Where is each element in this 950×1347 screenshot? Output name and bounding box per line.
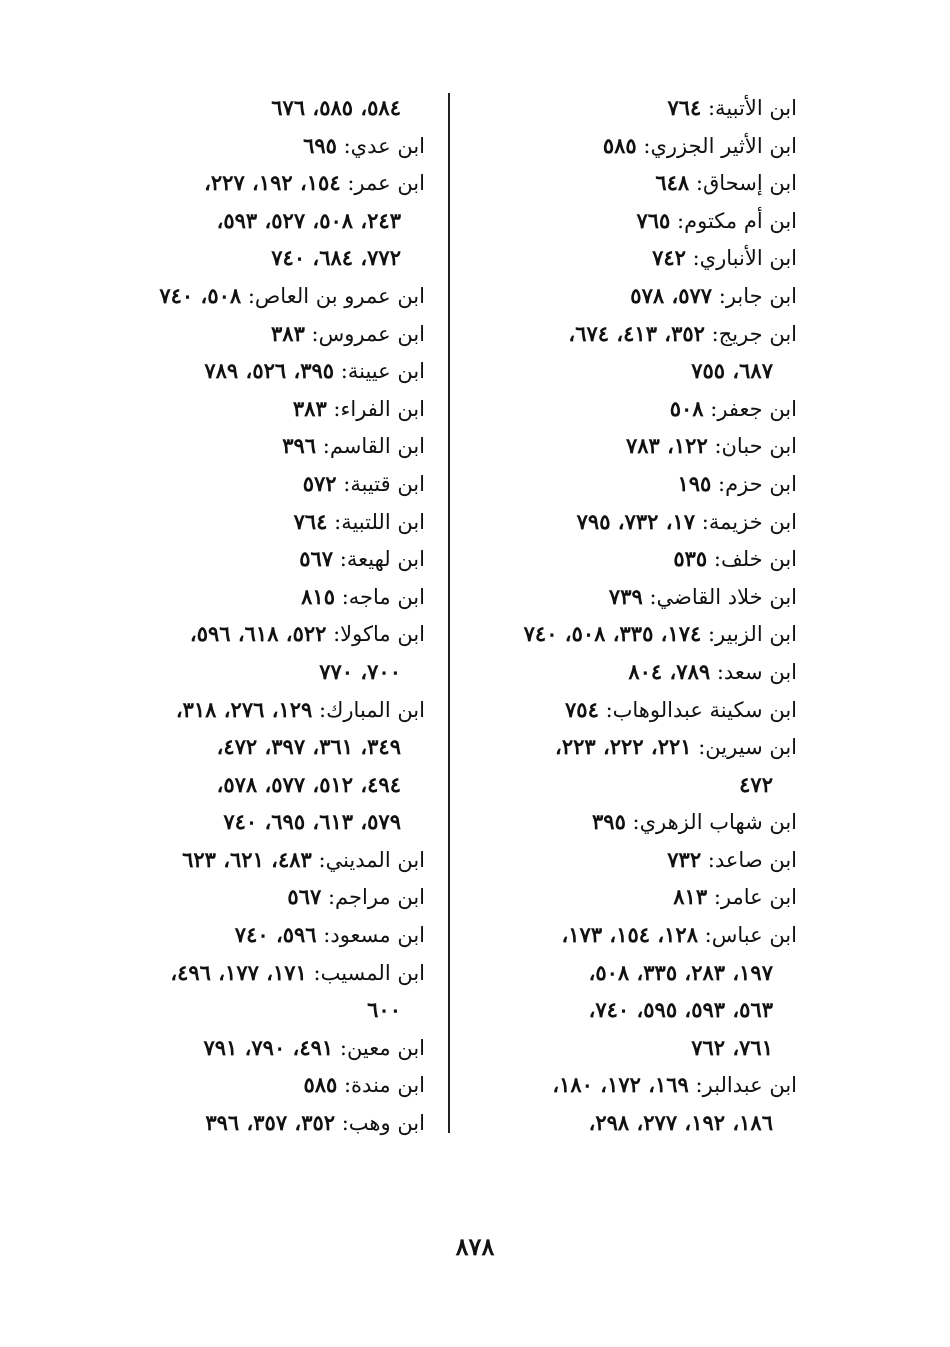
entry-pages: ٣٩٦ — [282, 433, 317, 459]
index-entry-continuation — [477, 766, 797, 804]
entry-pages: ٥٨٥ — [602, 132, 637, 158]
entry-pages: ١٧٤، ٣٣٥، ٥٠٨، ٧٤٠ — [523, 621, 702, 647]
entry-name: ابن سعد: — [716, 659, 797, 684]
entry-pages: ٥٠٨، ٧٤٠ — [159, 282, 242, 308]
entry-pages: ١٨٦، ١٩٢، ٢٧٧، ٢٩٨، — [588, 1110, 773, 1136]
index-entry — [105, 503, 425, 541]
entry-pages: ٧٦١، ٧٦٢ — [691, 1034, 773, 1060]
entry-name: ابن عيينة: — [340, 359, 425, 384]
index-entry-continuation — [105, 728, 425, 766]
index-entry — [105, 315, 425, 353]
entry-name: ابن الأنباري: — [692, 246, 797, 271]
index-entry — [105, 878, 425, 916]
entry-name: ابن جعفر: — [710, 396, 797, 421]
index-entry-continuation — [105, 89, 425, 127]
entry-pages: ١٢٨، ١٥٤، ١٧٣، — [561, 922, 698, 948]
entry-pages: ٢٢١، ٢٢٢، ٢٢٣، — [555, 734, 692, 760]
entry-name: ابن المديني: — [318, 847, 425, 872]
index-entry — [477, 465, 797, 503]
index-entry-continuation — [105, 239, 425, 277]
entry-pages: ٧٨٩، ٨٠٤ — [628, 658, 711, 684]
entry-pages: ٧٧٢، ٦٨٤، ٧٤٠ — [271, 245, 401, 271]
index-entry — [477, 691, 797, 729]
index-entry — [105, 615, 425, 653]
entry-name: ابن صاعد: — [707, 847, 797, 872]
entry-name: ابن ماجه: — [341, 584, 425, 609]
entry-pages: ١٢٩، ٢٧٦، ٣١٨، — [175, 696, 313, 722]
entry-name: ابن أم مكتوم: — [677, 208, 797, 233]
entry-name: ابن المبارك: — [319, 697, 425, 722]
entry-pages: ١٩٥ — [677, 470, 712, 496]
index-column-left — [105, 89, 425, 1142]
index-entry-continuation — [477, 352, 797, 390]
index-entry — [477, 390, 797, 428]
index-entry — [105, 127, 425, 165]
entry-name: ابن مسعود: — [323, 923, 425, 948]
index-entry — [477, 1066, 797, 1104]
entry-pages: ٣٩٥ — [592, 809, 626, 835]
entry-pages: ١٧، ٧٣٢، ٧٩٥ — [576, 508, 696, 534]
entry-name: ابن حبان: — [714, 434, 797, 459]
index-entry-continuation — [105, 803, 425, 841]
index-entry — [105, 1066, 425, 1104]
entry-pages: ٥٦٣، ٥٩٣، ٥٩٥، ٧٤٠، — [588, 997, 773, 1023]
index-entry-continuation — [477, 1029, 797, 1067]
index-entry — [105, 427, 425, 465]
entry-name: ابن مراجم: — [327, 885, 425, 910]
entry-name: ابن عمرو بن العاص: — [247, 283, 425, 308]
index-entry — [477, 277, 797, 315]
entry-pages: ١٧١، ١٧٧، ٤٩٦، — [170, 959, 307, 985]
index-entry — [477, 164, 797, 202]
index-entry — [477, 89, 797, 127]
entry-pages: ٣٩٥، ٥٢٦، ٧٨٩ — [204, 358, 335, 384]
index-entry — [477, 841, 797, 879]
entry-name: ابن خلاد القاضي: — [649, 584, 797, 609]
entry-name: ابن حزم: — [718, 471, 797, 496]
index-entry-continuation — [477, 991, 797, 1029]
index-entry — [105, 390, 425, 428]
index-entry — [105, 465, 425, 503]
entry-pages: ٣٥٢، ٤١٣، ٦٧٤، — [568, 320, 705, 346]
index-entry — [105, 164, 425, 202]
entry-name: ابن عبدالبر: — [695, 1073, 797, 1098]
index-entry — [477, 803, 797, 841]
entry-name: ابن عدي: — [343, 133, 425, 158]
entry-pages: ٧٤٢ — [652, 245, 686, 271]
entry-pages: ٥٩٦، ٧٤٠ — [234, 922, 317, 948]
entry-name: ابن وهب: — [341, 1111, 425, 1136]
entry-name: ابن خزيمة: — [701, 509, 797, 534]
entry-pages: ٧٦٥ — [636, 207, 671, 233]
entry-pages: ٢٤٣، ٥٠٨، ٥٢٧، ٥٩٣، — [216, 207, 401, 233]
index-entry-continuation — [477, 1104, 797, 1142]
index-entry — [477, 127, 797, 165]
entry-name: ابن المسيب: — [313, 960, 425, 985]
index-entry — [105, 1104, 425, 1142]
entry-pages: ١٢٢، ٧٨٣ — [625, 433, 708, 459]
entry-pages: ٥٨٤، ٥٨٥، ٦٧٦ — [271, 95, 401, 120]
entry-pages: ٧٠٠، ٧٧٠ — [319, 658, 401, 684]
index-entry — [105, 916, 425, 954]
index-entry-continuation — [105, 653, 425, 691]
entry-name: ابن الزبير: — [707, 622, 797, 647]
entry-pages: ٥٠٨ — [669, 395, 704, 421]
entry-name: ابن سكينة عبدالوهاب: — [605, 697, 797, 722]
entry-name: ابن عمر: — [347, 171, 425, 196]
entry-pages: ٣٤٩، ٣٦١، ٣٩٧، ٤٧٢، — [216, 734, 401, 760]
entry-pages: ٨١٥ — [301, 583, 335, 609]
index-entry — [477, 503, 797, 541]
entry-name: ابن جابر: — [718, 283, 797, 308]
entry-pages: ٥٧٧، ٥٧٨ — [630, 282, 713, 308]
page-number: ٨٧٨ — [455, 1232, 495, 1261]
entry-name: ابن معين: — [339, 1035, 425, 1060]
entry-name: ابن لهيعة: — [339, 547, 425, 572]
entry-name: ابن القاسم: — [322, 434, 425, 459]
entry-pages: ٥٦٧ — [299, 546, 334, 572]
index-entry — [477, 202, 797, 240]
index-entry-continuation — [105, 991, 425, 1029]
index-entry — [105, 1029, 425, 1067]
index-entry — [477, 427, 797, 465]
entry-pages: ٧٦٤ — [293, 508, 328, 534]
index-entry — [105, 841, 425, 879]
entry-pages: ٧٣٢ — [667, 846, 702, 872]
index-entry — [477, 728, 797, 766]
entry-name: ابن قتيبة: — [343, 471, 425, 496]
index-entry — [105, 352, 425, 390]
entry-name: ابن عامر: — [713, 885, 797, 910]
index-entry — [105, 277, 425, 315]
entry-pages: ٥٣٥ — [673, 546, 708, 572]
index-entry — [477, 540, 797, 578]
index-entry — [477, 578, 797, 616]
entry-pages: ٧٥٤ — [565, 696, 599, 722]
index-entry — [105, 578, 425, 616]
entry-pages: ٥٢٢، ٦١٨، ٥٩٦، — [189, 621, 327, 647]
entry-pages: ٦٩٥ — [303, 132, 337, 158]
index-entry — [105, 691, 425, 729]
entry-pages: ٨١٣ — [673, 884, 708, 910]
index-entry — [105, 954, 425, 992]
index-column-right — [477, 89, 797, 1142]
entry-name: ابن سيرين: — [698, 735, 797, 760]
entry-name: ابن عباس: — [704, 923, 797, 948]
entry-pages: ٤٧٢ — [739, 771, 773, 797]
column-divider — [448, 93, 450, 1133]
entry-name: ابن خلف: — [713, 547, 797, 572]
index-entry — [477, 615, 797, 653]
entry-name: ابن الأثير الجزري: — [643, 133, 797, 158]
entry-name: ابن عمروس: — [311, 321, 425, 346]
entry-pages: ٦٤٨ — [655, 170, 690, 196]
entry-pages: ٦٠٠ — [367, 997, 401, 1023]
index-entry — [477, 878, 797, 916]
entry-pages: ١٩٧، ٢٨٣، ٣٣٥، ٥٠٨، — [588, 959, 773, 985]
index-entry — [477, 315, 797, 353]
entry-pages: ٧٦٤ — [667, 95, 702, 120]
entry-pages: ٤٩١، ٧٩٠، ٧٩١ — [203, 1034, 334, 1060]
entry-pages: ١٥٤، ١٩٢، ٢٢٧، — [204, 170, 341, 196]
index-entry-continuation — [477, 954, 797, 992]
entry-pages: ٣٥٢، ٣٥٧، ٣٩٦ — [205, 1110, 336, 1136]
entry-name: ابن اللتبية: — [334, 509, 425, 534]
index-entry-continuation — [105, 202, 425, 240]
entry-pages: ٧٣٩ — [608, 583, 643, 609]
entry-pages: ٤٩٤، ٥١٢، ٥٧٧، ٥٧٨، — [216, 771, 401, 797]
entry-pages: ٥٧٢ — [302, 470, 337, 496]
index-entry — [477, 653, 797, 691]
entry-pages: ٥٦٧ — [287, 884, 322, 910]
entry-name: ابن جريج: — [711, 321, 797, 346]
index-entry — [477, 239, 797, 277]
entry-name: ابن الفراء: — [333, 396, 425, 421]
entry-pages: ٣٨٣ — [271, 320, 305, 346]
entry-pages: ٦٨٧، ٧٥٥ — [691, 358, 773, 384]
entry-pages: ١٦٩، ١٧٢، ١٨٠، — [552, 1072, 689, 1098]
entry-pages: ٥٨٥ — [303, 1072, 338, 1098]
entry-name: ابن إسحاق: — [695, 171, 797, 196]
entry-name: ابن الأتبية: — [707, 96, 797, 120]
entry-name: ابن شهاب الزهري: — [632, 810, 797, 835]
entry-name: ابن مندة: — [343, 1073, 425, 1098]
entry-pages: ٥٧٩، ٦١٣، ٦٩٥، ٧٤٠ — [223, 809, 401, 835]
entry-pages: ٤٨٣، ٦٢١، ٦٢٣ — [182, 846, 312, 872]
entry-name: ابن ماكولا: — [333, 622, 425, 647]
index-entry-continuation — [105, 766, 425, 804]
index-entry — [105, 540, 425, 578]
entry-pages: ٣٨٣ — [292, 395, 327, 421]
index-entry — [477, 916, 797, 954]
